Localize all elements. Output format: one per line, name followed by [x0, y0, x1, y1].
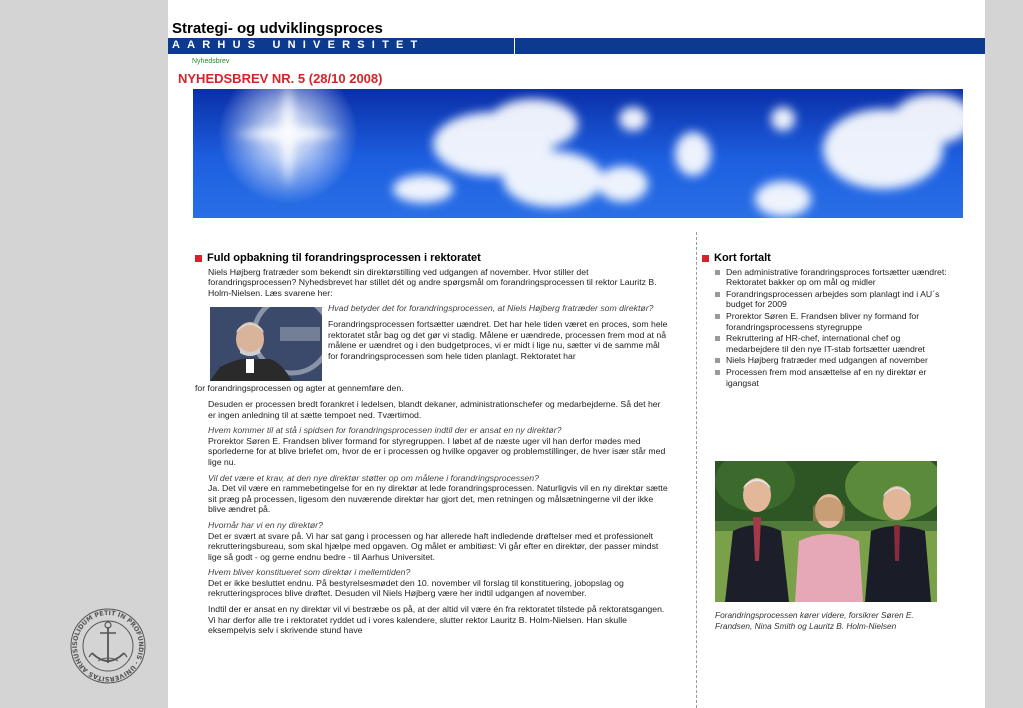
paragraph-6: Indtil der er ansat en ny direktør vil vi bestræbe os på, at der altid vil være én fra rektoratet tilstede på rektoratsgangen. Vi har derfor alle tre i rektoratet ryddet ud i vores kalendere, slutter rektor Lauritz B. Holm-Nielsen. Han skulle eksempelvis selv i skrivende stund have — [208, 604, 665, 636]
question-5: Hvem bliver konstitueret som direktør i mellemtiden? — [208, 567, 411, 578]
article — [195, 253, 669, 641]
question-1: Hvad betyder det for forandringsprocessen, at Niels Højberg fratræder som direktør? — [328, 303, 654, 314]
paragraph-2: Desuden er processen bredt forankret i ledelsen, blandt dekaner, administrationschefer og medarbejderne. Så det her er ingen anledning til at sætte tempoet ned. Tværtimod. — [208, 398, 661, 420]
university-seal — [68, 603, 148, 689]
question-2: Hvem kommer til at stå i spidsen for forandringsprocessen indtil der er ansat en ny direktør? — [208, 425, 562, 436]
answer-5: Det er ikke besluttet endnu. På bestyrelsesmødet den 10. november vil forslag til konstituering, jobopslag og rekrutteringsproces blive drøftet. Desuden vil Niels Højberg være her indtil udgangen af november. — [208, 577, 624, 599]
answer-3: Ja. Det vil være en rammebetingelse for en ny direktør at lede forandringsprocessen. Naturligvis vil en ny direktør sætte sit præg på processen, ligesom den nuværende direktør har gjort det, men retningen og målsætningerne vil der ikke blive ændret på. — [208, 483, 668, 515]
page — [168, 0, 985, 708]
rectorate-group-photo — [715, 461, 937, 602]
sidebar-heading: Kort fortalt — [702, 253, 952, 264]
summary-item: Processen frem mod ansættelse af en ny direktør er igangsat — [715, 367, 952, 388]
answer-1: Forandringsprocessen fortsætter uændret. Det har hele tiden været en proces, som hele rektoratet står bag og det gør vi stadig. Målene er uændrede, processen frem mod at nå målene er uændret og i den budgetproces, vi er midt i lige nu, sætter vi de samme mål for forandringsprocessen som hele tiden planlagt. Rektoratet har — [328, 318, 668, 361]
hero-sky-image — [193, 89, 963, 218]
answer-2: Prorektor Søren E. Frandsen bliver formand for styregruppen. I løbet af de næste uger vil han derfor mødes med sporlederne for at blive briefet om, hvor de er i processen og hvilke opgaver og problemstillinger, de hver især står med lige nu. — [208, 435, 666, 467]
sidebar — [702, 253, 952, 389]
summary-list — [702, 267, 952, 389]
newsletter-issue-title: NYHEDSBREV NR. 5 (28/10 2008) — [178, 71, 383, 86]
breadcrumb[interactable]: Nyhedsbrev — [192, 58, 230, 65]
summary-item: Forandringsprocessen arbejdes som planlagt ind i AU´s budget for 2009 — [715, 289, 952, 310]
summary-item: Den administrative forandringsproces fortsætter uændret: Rektoratet bakker op om mål og midler — [715, 267, 952, 288]
column-divider — [696, 232, 697, 708]
question-4: Hvornår har vi en ny direktør? — [208, 519, 323, 530]
photo-caption: Forandringsprocessen kører videre, forsikrer Søren E. Frandsen, Nina Smith og Lauritz B. Holm-Nielsen — [715, 610, 914, 631]
portrait-image — [210, 307, 322, 381]
group-photo-image — [715, 461, 937, 602]
rector-portrait — [210, 307, 322, 381]
summary-item: Rekruttering af HR-chef, international chef og medarbejdere til den nye IT-stab fortsætter uændret — [715, 333, 952, 354]
article-body — [195, 267, 669, 636]
anchor-seal-icon — [68, 603, 148, 689]
article-intro: Niels Højberg fratræder som bekendt sin direktørstilling ved udgangen af november. Hvor stiller det forandringsprocessen? Nyhedsbrevet har stillet dét og andre spørgsmål om forandringsprocessen til rektor Lauritz B. Holm-Nielsen. Læs svarene her: — [208, 266, 657, 298]
summary-item: Prorektor Søren E. Frandsen bliver ny formand for forandringsprocessens styregruppe — [715, 311, 952, 332]
article-heading: Fuld opbakning til forandringsprocessen i rektoratet — [195, 253, 669, 264]
svg-text:SOLIDUM PETIT IN PROFUNDIS · U: SOLIDUM PETIT IN PROFUNDIS · UNIVERSITAS ARHUSI — [70, 608, 146, 684]
university-banner[interactable] — [168, 38, 985, 54]
answer-4: Det er svært at svare på. Vi har sat gang i processen og har allerede haft indledende drøftelser med et professionelt rekrutteringsbureau, som skal hjælpe med opgaven. Og målet er ambitiøst: Vi går efter en direktør, der passer mindst lige så godt - og gerne endnu bedre - til Aarhus Universitet. — [208, 530, 659, 562]
university-name[interactable]: AARHUS UNIVERSITET — [172, 39, 425, 51]
summary-item: Niels Højberg fratræder med udgangen af november — [715, 355, 952, 366]
question-3: Vil det være et krav, at den nye direktør støtter op om målene i forandringsprocessen? — [208, 472, 539, 483]
answer-1-continued: for forandringsprocessen og agter at gennemføre den. — [195, 383, 404, 394]
sky-illustration — [193, 89, 963, 218]
site-title[interactable]: Strategi- og udviklingsproces — [172, 20, 383, 37]
banner-divider — [514, 38, 515, 54]
